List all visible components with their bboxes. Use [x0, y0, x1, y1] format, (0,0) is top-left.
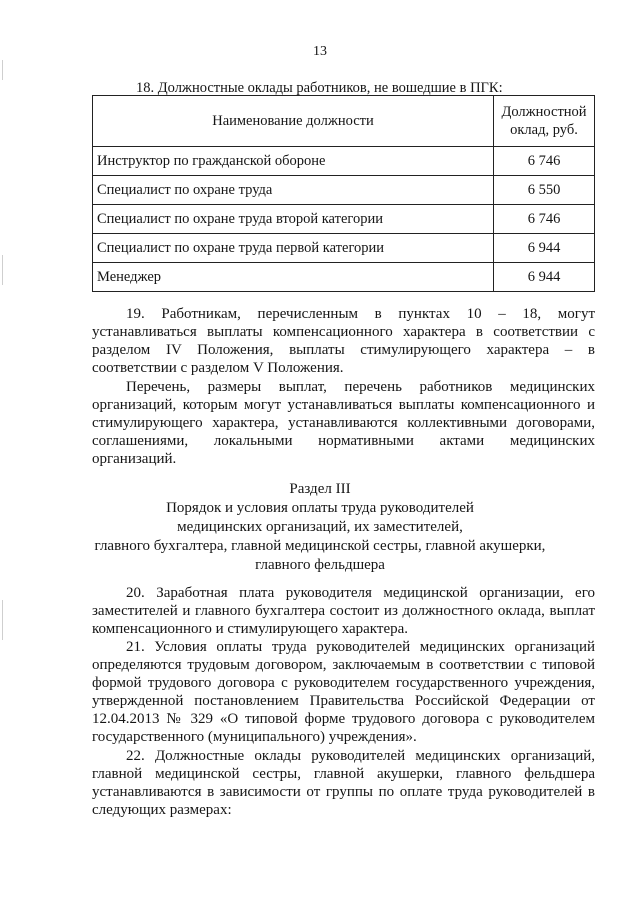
paragraph-21 — [92, 638, 595, 746]
header-salary-line1: Должностной — [501, 104, 587, 120]
section-heading-line: Порядок и условия оплаты труда руководителей — [166, 500, 474, 516]
text-line: разделом IV Положения, выплаты стимулирующего характера – в — [92, 342, 595, 358]
text-line: устанавливаться выплаты компенсационного характера в соответствии с — [92, 324, 595, 340]
text-line: главной медицинской сестры, главной акушерки, главного фельдшера — [92, 766, 595, 782]
table-row — [93, 205, 595, 234]
table-row — [93, 263, 595, 292]
page-number: 13 — [313, 44, 327, 59]
text-line: определяются трудовым договором, заключаемым в соответствии с типовой — [92, 657, 595, 673]
header-salary-line2: оклад, руб. — [510, 122, 578, 138]
salary-table — [92, 95, 595, 292]
cell-salary: 6 550 — [494, 176, 595, 205]
cell-salary: 6 746 — [494, 205, 595, 234]
section-title: Раздел III — [289, 481, 351, 497]
table-caption: 18. Должностные оклады работников, не вошедшие в ПГК: — [136, 80, 503, 96]
table-row — [93, 147, 595, 176]
cell-position: Специалист по охране труда — [93, 176, 494, 205]
paragraph-20 — [92, 584, 595, 638]
cell-position: Менеджер — [93, 263, 494, 292]
text-line: Перечень, размеры выплат, перечень работников медицинских — [126, 379, 595, 395]
text-line: стимулирующего характера, устанавливаются коллективными договорами, — [92, 415, 595, 431]
cell-salary: 6 944 — [494, 234, 595, 263]
scan-margin-mark — [2, 255, 3, 285]
text-line: 20. Заработная плата руководителя медицинской организации, его — [126, 585, 595, 601]
text-line: государственного (муниципального) учреждения». — [92, 729, 417, 745]
paragraph-19 — [92, 305, 595, 377]
cell-position: Специалист по охране труда первой категории — [93, 234, 494, 263]
text-line: компенсационного и стимулирующего характера. — [92, 621, 409, 637]
cell-position: Инструктор по гражданской обороне — [93, 147, 494, 176]
section-heading-line: главного бухгалтера, главной медицинской сестры, главной акушерки, — [94, 538, 546, 554]
table-header-row — [93, 96, 595, 147]
cell-salary: 6 944 — [494, 263, 595, 292]
scan-margin-mark — [2, 60, 3, 80]
paragraph-list — [92, 378, 595, 468]
text-line: формой трудового договора с руководителем государственного учреждения, — [92, 675, 595, 691]
header-position: Наименование должности — [93, 96, 494, 147]
section-heading-line: медицинских организаций, их заместителей, — [177, 519, 463, 535]
text-line: следующих размерах: — [92, 802, 232, 818]
table-row — [93, 234, 595, 263]
text-line: организаций. — [92, 451, 177, 467]
text-line: организаций, которым могут устанавливаться выплаты компенсационного и — [92, 397, 595, 413]
text-line: соглашениями, локальными нормативными актами медицинских — [92, 433, 595, 449]
text-line: заместителей и главного бухгалтера состоит из должностного оклада, выплат — [92, 603, 595, 619]
cell-position: Специалист по охране труда второй категории — [93, 205, 494, 234]
text-line: утвержденной постановлением Правительства Российской Федерации от — [92, 693, 595, 709]
paragraph-22 — [92, 747, 595, 819]
header-salary — [494, 96, 595, 147]
text-line: 21. Условия оплаты труда руководителей медицинских организаций — [126, 639, 595, 655]
text-line: 22. Должностные оклады руководителей медицинских организаций, — [126, 748, 595, 764]
section-heading — [0, 480, 640, 575]
text-line: 19. Работникам, перечисленным в пунктах 10 – 18, могут — [126, 306, 595, 322]
table-row — [93, 176, 595, 205]
text-line: соответствии с разделом V Положения. — [92, 360, 344, 376]
scan-margin-mark — [2, 600, 3, 640]
text-line: 12.04.2013 № 329 «О типовой форме трудового договора с руководителем — [92, 711, 595, 727]
cell-salary: 6 746 — [494, 147, 595, 176]
section-heading-line: главного фельдшера — [255, 557, 385, 573]
text-line: устанавливаются в зависимости от группы по оплате труда руководителей в — [92, 784, 595, 800]
